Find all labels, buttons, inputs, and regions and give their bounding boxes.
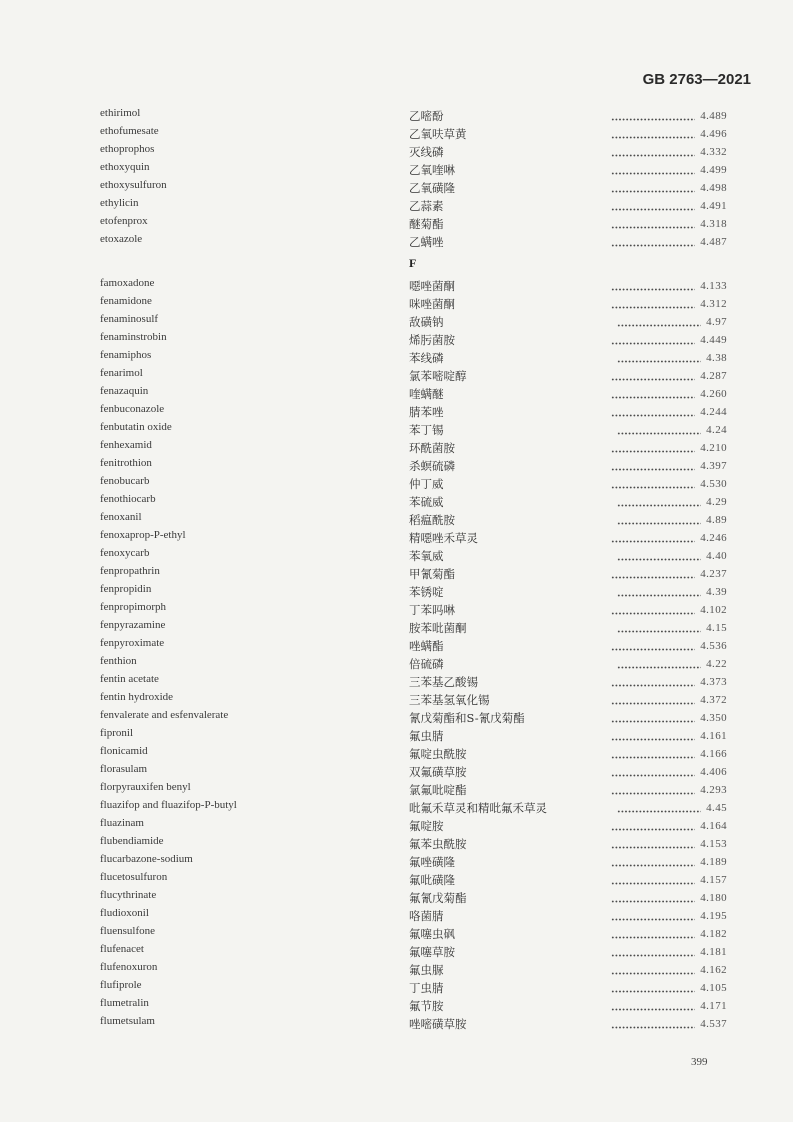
section-reference: [600, 439, 727, 457]
section-reference: [600, 583, 727, 601]
english-name: fenpropidin: [100, 583, 152, 595]
dot-leader: [611, 900, 695, 903]
dot-leader: [611, 118, 695, 121]
english-name: etofenprox: [100, 215, 148, 227]
english-name: fenoxycarb: [100, 547, 150, 559]
dot-leader: [611, 468, 695, 471]
dot-leader: [617, 666, 701, 669]
chinese-name: 烯肟菌胺: [409, 333, 455, 347]
section-reference: [600, 143, 727, 161]
section-reference: [600, 421, 727, 439]
english-name: fenhexamid: [100, 439, 152, 451]
english-name: ethoxysulfuron: [100, 179, 167, 191]
section-reference: [600, 349, 727, 367]
section-reference: [600, 835, 727, 853]
english-name: fenpropathrin: [100, 565, 160, 577]
chinese-name: 稻瘟酰胺: [409, 513, 455, 527]
section-number: 4.406: [700, 766, 727, 778]
chinese-name: 腈苯唑: [409, 405, 444, 419]
english-name: fenthion: [100, 655, 137, 667]
section-reference: [600, 637, 727, 655]
section-number: 4.182: [700, 928, 727, 940]
english-name: ethoxyquin: [100, 161, 150, 173]
section-reference: [600, 799, 727, 817]
section-number: 4.487: [700, 236, 727, 248]
section-reference: [600, 673, 727, 691]
dot-leader: [611, 864, 695, 867]
section-reference: [600, 871, 727, 889]
chinese-name: 甲氰菊酯: [409, 567, 455, 581]
chinese-name: 喹螨醚: [409, 387, 444, 401]
english-name: fenamidone: [100, 295, 152, 307]
section-number: 4.161: [700, 730, 727, 742]
english-name: fenpyrazamine: [100, 619, 166, 631]
dot-leader: [611, 288, 695, 291]
section-reference: [600, 457, 727, 475]
chinese-name: 乙蒜素: [409, 199, 444, 213]
chinese-name: 乙嘧酚: [409, 109, 444, 123]
section-number: 4.449: [700, 334, 727, 346]
chinese-name: 氰戊菊酯和S-氰戊菊酯: [409, 711, 525, 725]
chinese-name: 氟啶胺: [409, 819, 444, 833]
section-number: 4.287: [700, 370, 727, 382]
section-number: 4.97: [706, 316, 727, 328]
english-name: fentin hydroxide: [100, 691, 174, 703]
dot-leader: [611, 972, 695, 975]
dot-leader: [611, 378, 695, 381]
section-number: 4.38: [706, 352, 727, 364]
section-reference: [600, 367, 727, 385]
english-name: flumetsulam: [100, 1015, 155, 1027]
section-reference: [600, 925, 727, 943]
chinese-name: 氟氰戊菊酯: [409, 891, 467, 905]
chinese-name: 精噁唑禾草灵: [409, 531, 478, 545]
section-number: 4.180: [700, 892, 727, 904]
dot-leader: [611, 396, 695, 399]
chinese-name: 双氟磺草胺: [409, 765, 467, 779]
english-name: ethoprophos: [100, 143, 155, 155]
dot-leader: [617, 558, 701, 561]
section-reference: [600, 475, 727, 493]
dot-leader: [611, 828, 695, 831]
dot-leader: [611, 954, 695, 957]
section-reference: [600, 853, 727, 871]
chinese-name: 环酰菌胺: [409, 441, 455, 455]
english-name: flumetralin: [100, 997, 149, 1009]
chinese-name: 苯硫威: [409, 495, 444, 509]
section-reference: [600, 727, 727, 745]
chinese-name: 氟啶虫酰胺: [409, 747, 467, 761]
chinese-name: 氯氟吡啶酯: [409, 783, 467, 797]
chinese-name: 敌磺钠: [409, 315, 444, 329]
section-reference: [600, 313, 727, 331]
section-number: 4.237: [700, 568, 727, 580]
dot-leader: [611, 846, 695, 849]
english-name: fenarimol: [100, 367, 143, 379]
dot-leader: [611, 990, 695, 993]
section-number: 4.350: [700, 712, 727, 724]
section-reference: [600, 961, 727, 979]
english-name: ethylicin: [100, 197, 139, 209]
chinese-name: 倍硫磷: [409, 657, 444, 671]
section-number: 4.293: [700, 784, 727, 796]
section-number: 4.372: [700, 694, 727, 706]
dot-leader: [611, 244, 695, 247]
dot-leader: [617, 630, 701, 633]
english-name: fluazifop and fluazifop-P-butyl: [100, 799, 237, 811]
section-reference: [600, 565, 727, 583]
chinese-name: 醚菊酯: [409, 217, 444, 231]
section-number: 4.397: [700, 460, 727, 472]
section-reference: [600, 385, 727, 403]
dot-leader: [611, 306, 695, 309]
english-name: flufenacet: [100, 943, 144, 955]
chinese-name: 乙螨唑: [409, 235, 444, 249]
dot-leader: [611, 226, 695, 229]
section-reference: [600, 943, 727, 961]
section-number: 4.162: [700, 964, 727, 976]
dot-leader: [611, 540, 695, 543]
english-name: flucarbazone-sodium: [100, 853, 193, 865]
english-name: fenothiocarb: [100, 493, 156, 505]
chinese-name: 氟节胺: [409, 999, 444, 1013]
english-name: fenitrothion: [100, 457, 152, 469]
dot-leader: [611, 136, 695, 139]
dot-leader: [611, 792, 695, 795]
chinese-name: 氟噻虫砜: [409, 927, 455, 941]
section-number: 4.489: [700, 110, 727, 122]
chinese-name: 乙氧喹啉: [409, 163, 455, 177]
dot-leader: [611, 208, 695, 211]
english-name: ethirimol: [100, 107, 141, 119]
chinese-name: 吡氟禾草灵和精吡氟禾草灵: [409, 801, 547, 815]
section-number: 4.498: [700, 182, 727, 194]
english-name: fluazinam: [100, 817, 144, 829]
section-reference: [600, 745, 727, 763]
dot-leader: [611, 882, 695, 885]
section-number: 4.102: [700, 604, 727, 616]
section-number: 4.491: [700, 200, 727, 212]
section-reference: [600, 161, 727, 179]
section-number: 4.29: [706, 496, 727, 508]
section-number: 4.260: [700, 388, 727, 400]
section-reference: [600, 619, 727, 637]
section-reference: [600, 979, 727, 997]
chinese-name: 氟虫脲: [409, 963, 444, 977]
chinese-name: 三苯基乙酸锡: [409, 675, 478, 689]
section-reference: [600, 1015, 727, 1033]
section-number: 4.181: [700, 946, 727, 958]
english-name: fenbutatin oxide: [100, 421, 172, 433]
chinese-name: 氟苯虫酰胺: [409, 837, 467, 851]
section-reference: [600, 655, 727, 673]
dot-leader: [611, 486, 695, 489]
section-number: 4.537: [700, 1018, 727, 1030]
dot-leader: [611, 774, 695, 777]
chinese-name: 氟噻草胺: [409, 945, 455, 959]
dot-leader: [611, 918, 695, 921]
section-reference: [600, 215, 727, 233]
chinese-name: 乙氧磺隆: [409, 181, 455, 195]
section-reference: [600, 197, 727, 215]
english-name: florpyrauxifen benyl: [100, 781, 191, 793]
section-reference: [600, 511, 727, 529]
chinese-name: 唑螨酯: [409, 639, 444, 653]
section-number: 4.318: [700, 218, 727, 230]
section-number: 4.133: [700, 280, 727, 292]
english-name: ethofumesate: [100, 125, 159, 137]
dot-leader: [611, 154, 695, 157]
chinese-name: 氟吡磺隆: [409, 873, 455, 887]
dot-leader: [611, 576, 695, 579]
section-number: 4.312: [700, 298, 727, 310]
section-reference: [600, 601, 727, 619]
pesticide-name-index: [0, 106, 793, 1032]
english-name: fenaminstrobin: [100, 331, 167, 343]
section-number: 4.45: [706, 802, 727, 814]
section-reference: [600, 781, 727, 799]
section-reference: [600, 295, 727, 313]
english-name: flonicamid: [100, 745, 148, 757]
chinese-name: 唑嘧磺草胺: [409, 1017, 467, 1031]
section-number: 4.195: [700, 910, 727, 922]
english-name: flucythrinate: [100, 889, 157, 901]
section-number: 4.210: [700, 442, 727, 454]
section-number: 4.189: [700, 856, 727, 868]
dot-leader: [611, 414, 695, 417]
dot-leader: [611, 1008, 695, 1011]
section-reference: [600, 277, 727, 295]
section-number: 4.89: [706, 514, 727, 526]
section-reference: [600, 817, 727, 835]
english-name: fenvalerate and esfenvalerate: [100, 709, 229, 721]
section-reference: [600, 179, 727, 197]
chinese-name: 苯氧威: [409, 549, 444, 563]
chinese-name: 氟唑磺隆: [409, 855, 455, 869]
section-number: 4.496: [700, 128, 727, 140]
chinese-name: 氟虫腈: [409, 729, 444, 743]
section-number: 4.40: [706, 550, 727, 562]
english-name: fluensulfone: [100, 925, 155, 937]
chinese-name: 咪唑菌酮: [409, 297, 455, 311]
chinese-name: 乙氧呋草黄: [409, 127, 467, 141]
chinese-name: 胺苯吡菌酮: [409, 621, 467, 635]
section-number: 4.373: [700, 676, 727, 688]
dot-leader: [611, 684, 695, 687]
english-name: fenamiphos: [100, 349, 152, 361]
chinese-name: 杀螟硫磷: [409, 459, 455, 473]
english-name: etoxazole: [100, 233, 143, 245]
dot-leader: [611, 612, 695, 615]
chinese-name: 三苯基氢氧化锡: [409, 693, 490, 707]
section-reference: [600, 997, 727, 1015]
section-reference: [600, 691, 727, 709]
section-number: 4.157: [700, 874, 727, 886]
dot-leader: [617, 504, 701, 507]
dot-leader: [611, 648, 695, 651]
dot-leader: [611, 756, 695, 759]
chinese-name: 苯锈啶: [409, 585, 444, 599]
section-number: 4.22: [706, 658, 727, 670]
section-number: 4.171: [700, 1000, 727, 1012]
english-name: fenobucarb: [100, 475, 150, 487]
section-reference: [600, 907, 727, 925]
index-entry: [0, 232, 793, 250]
section-number: 4.499: [700, 164, 727, 176]
section-reference: [600, 529, 727, 547]
section-number: 4.39: [706, 586, 727, 598]
dot-leader: [611, 190, 695, 193]
page-number: 399: [691, 1056, 708, 1068]
dot-leader: [611, 720, 695, 723]
section-number: 4.246: [700, 532, 727, 544]
dot-leader: [611, 342, 695, 345]
dot-leader: [611, 450, 695, 453]
dot-leader: [611, 936, 695, 939]
english-name: fenpropimorph: [100, 601, 166, 613]
chinese-name: 苯线磷: [409, 351, 444, 365]
section-number: 4.105: [700, 982, 727, 994]
section-reference: [600, 125, 727, 143]
english-name: flubendiamide: [100, 835, 164, 847]
english-name: fenpyroximate: [100, 637, 165, 649]
chinese-name: 丁苯吗啉: [409, 603, 455, 617]
section-number: 4.530: [700, 478, 727, 490]
english-name: fenoxaprop-P-ethyl: [100, 529, 186, 541]
english-name: fentin acetate: [100, 673, 159, 685]
english-name: famoxadone: [100, 277, 155, 289]
dot-leader: [617, 810, 701, 813]
section-number: 4.166: [700, 748, 727, 760]
dot-leader: [617, 522, 701, 525]
section-reference: [600, 547, 727, 565]
english-name: fenoxanil: [100, 511, 142, 523]
english-name: florasulam: [100, 763, 148, 775]
section-number: 4.536: [700, 640, 727, 652]
chinese-name: 苯丁锡: [409, 423, 444, 437]
dot-leader: [611, 738, 695, 741]
chinese-name: 丁虫腈: [409, 981, 444, 995]
english-name: flufenoxuron: [100, 961, 158, 973]
chinese-name: 噁唑菌酮: [409, 279, 455, 293]
chinese-name: 仲丁威: [409, 477, 444, 491]
dot-leader: [617, 324, 701, 327]
section-number: 4.24: [706, 424, 727, 436]
section-reference: [600, 493, 727, 511]
english-name: fludioxonil: [100, 907, 149, 919]
section-number: 4.244: [700, 406, 727, 418]
chinese-name: 咯菌腈: [409, 909, 444, 923]
dot-leader: [617, 360, 701, 363]
chinese-name: 灭线磷: [409, 145, 444, 159]
section-reference: [600, 233, 727, 251]
section-number: 4.153: [700, 838, 727, 850]
dot-leader: [611, 702, 695, 705]
english-name: fipronil: [100, 727, 133, 739]
english-name: flucetosulfuron: [100, 871, 168, 883]
section-reference: [600, 331, 727, 349]
dot-leader: [617, 432, 701, 435]
section-reference: [600, 403, 727, 421]
standard-number-header: GB 2763—2021: [642, 71, 751, 88]
english-name: fenbuconazole: [100, 403, 165, 415]
chinese-name: 氯苯嘧啶醇: [409, 369, 467, 383]
section-reference: [600, 709, 727, 727]
section-number: 4.15: [706, 622, 727, 634]
dot-leader: [611, 172, 695, 175]
index-entry: [0, 1014, 793, 1032]
section-reference: [600, 889, 727, 907]
english-name: flufiprole: [100, 979, 142, 991]
section-number: 4.332: [700, 146, 727, 158]
dot-leader: [611, 1026, 695, 1029]
dot-leader: [617, 594, 701, 597]
english-name: fenaminosulf: [100, 313, 159, 325]
section-reference: [600, 107, 727, 125]
english-name: fenazaquin: [100, 385, 149, 397]
section-number: 4.164: [700, 820, 727, 832]
letter-heading: F: [409, 256, 417, 270]
section-reference: [600, 763, 727, 781]
